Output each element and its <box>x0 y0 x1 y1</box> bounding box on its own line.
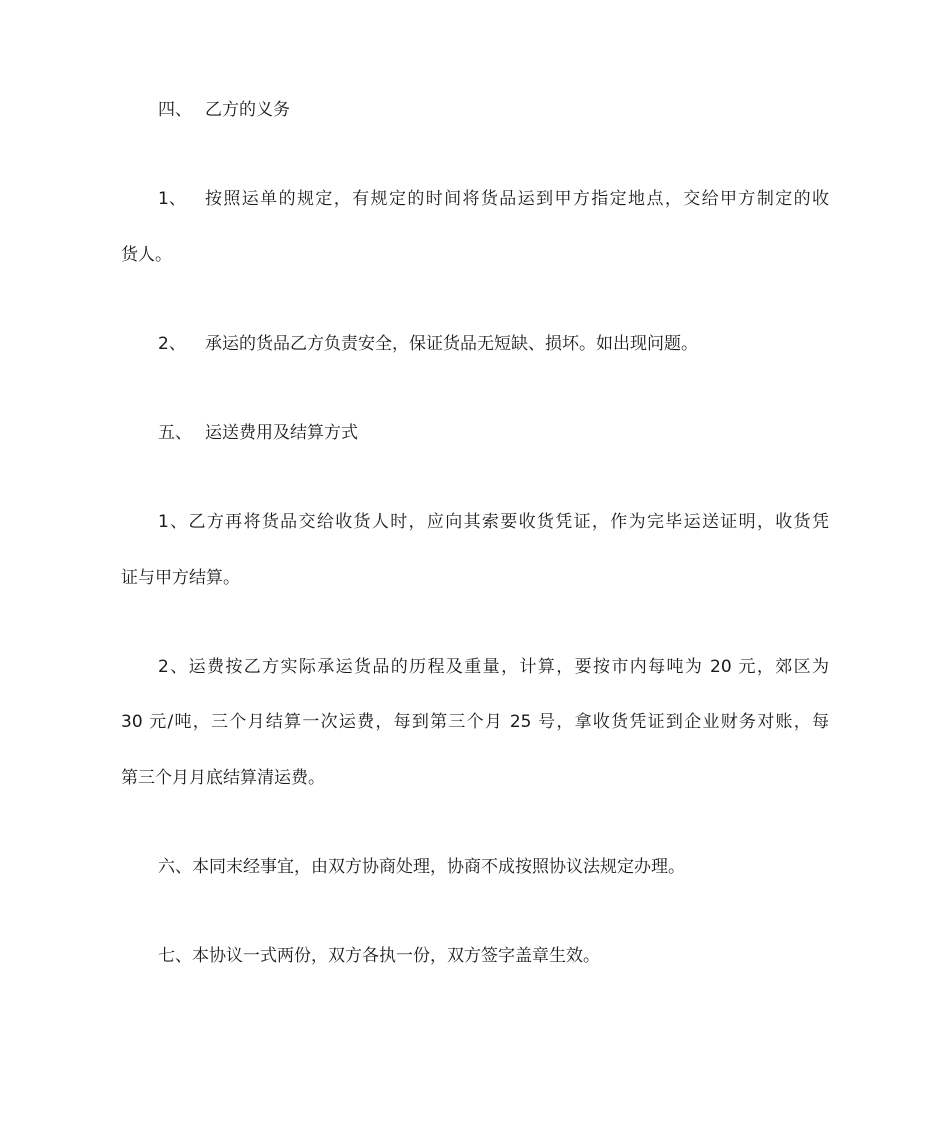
section-5-number: 五、 <box>158 423 192 443</box>
item-4-2-text: 承运的货品乙方负责安全，保证货品无短缺、损坏。如出现问题。 <box>205 334 698 354</box>
item-5-2-line-3: 第三个月月底结算清运费。 <box>121 768 325 788</box>
item-4-1-line-1: 按照运单的规定，有规定的时间将货品运到甲方指定地点，交给甲方制定的收 <box>205 189 829 209</box>
item-5-2-line-2: 30 元/吨，三个月结算一次运费，每到第三个月 25 号，拿收货凭证到企业财务对账，每 <box>121 712 829 732</box>
section-7-text: 七、本协议一式两份，双方各执一份，双方签字盖章生效。 <box>158 946 600 966</box>
item-5-2-line-1: 2、运费按乙方实际承运货品的历程及重量，计算，要按市内每吨为 20 元，郊区为 <box>158 657 829 677</box>
section-6-text: 六、本同末经事宜，由双方协商处理，协商不成按照协议法规定办理。 <box>158 857 685 877</box>
item-5-1-line-2: 证与甲方结算。 <box>121 568 240 588</box>
item-4-1-line-2: 货人。 <box>121 245 172 265</box>
section-4-title: 乙方的义务 <box>205 100 290 120</box>
section-4-number: 四、 <box>158 100 192 120</box>
item-5-1-line-1: 1、乙方再将货品交给收货人时，应向其索要收货凭证，作为完毕运送证明，收货凭 <box>158 512 829 532</box>
item-4-2-number: 2、 <box>158 334 186 354</box>
section-5-title: 运送费用及结算方式 <box>205 423 358 443</box>
item-4-1-number: 1、 <box>158 189 186 209</box>
